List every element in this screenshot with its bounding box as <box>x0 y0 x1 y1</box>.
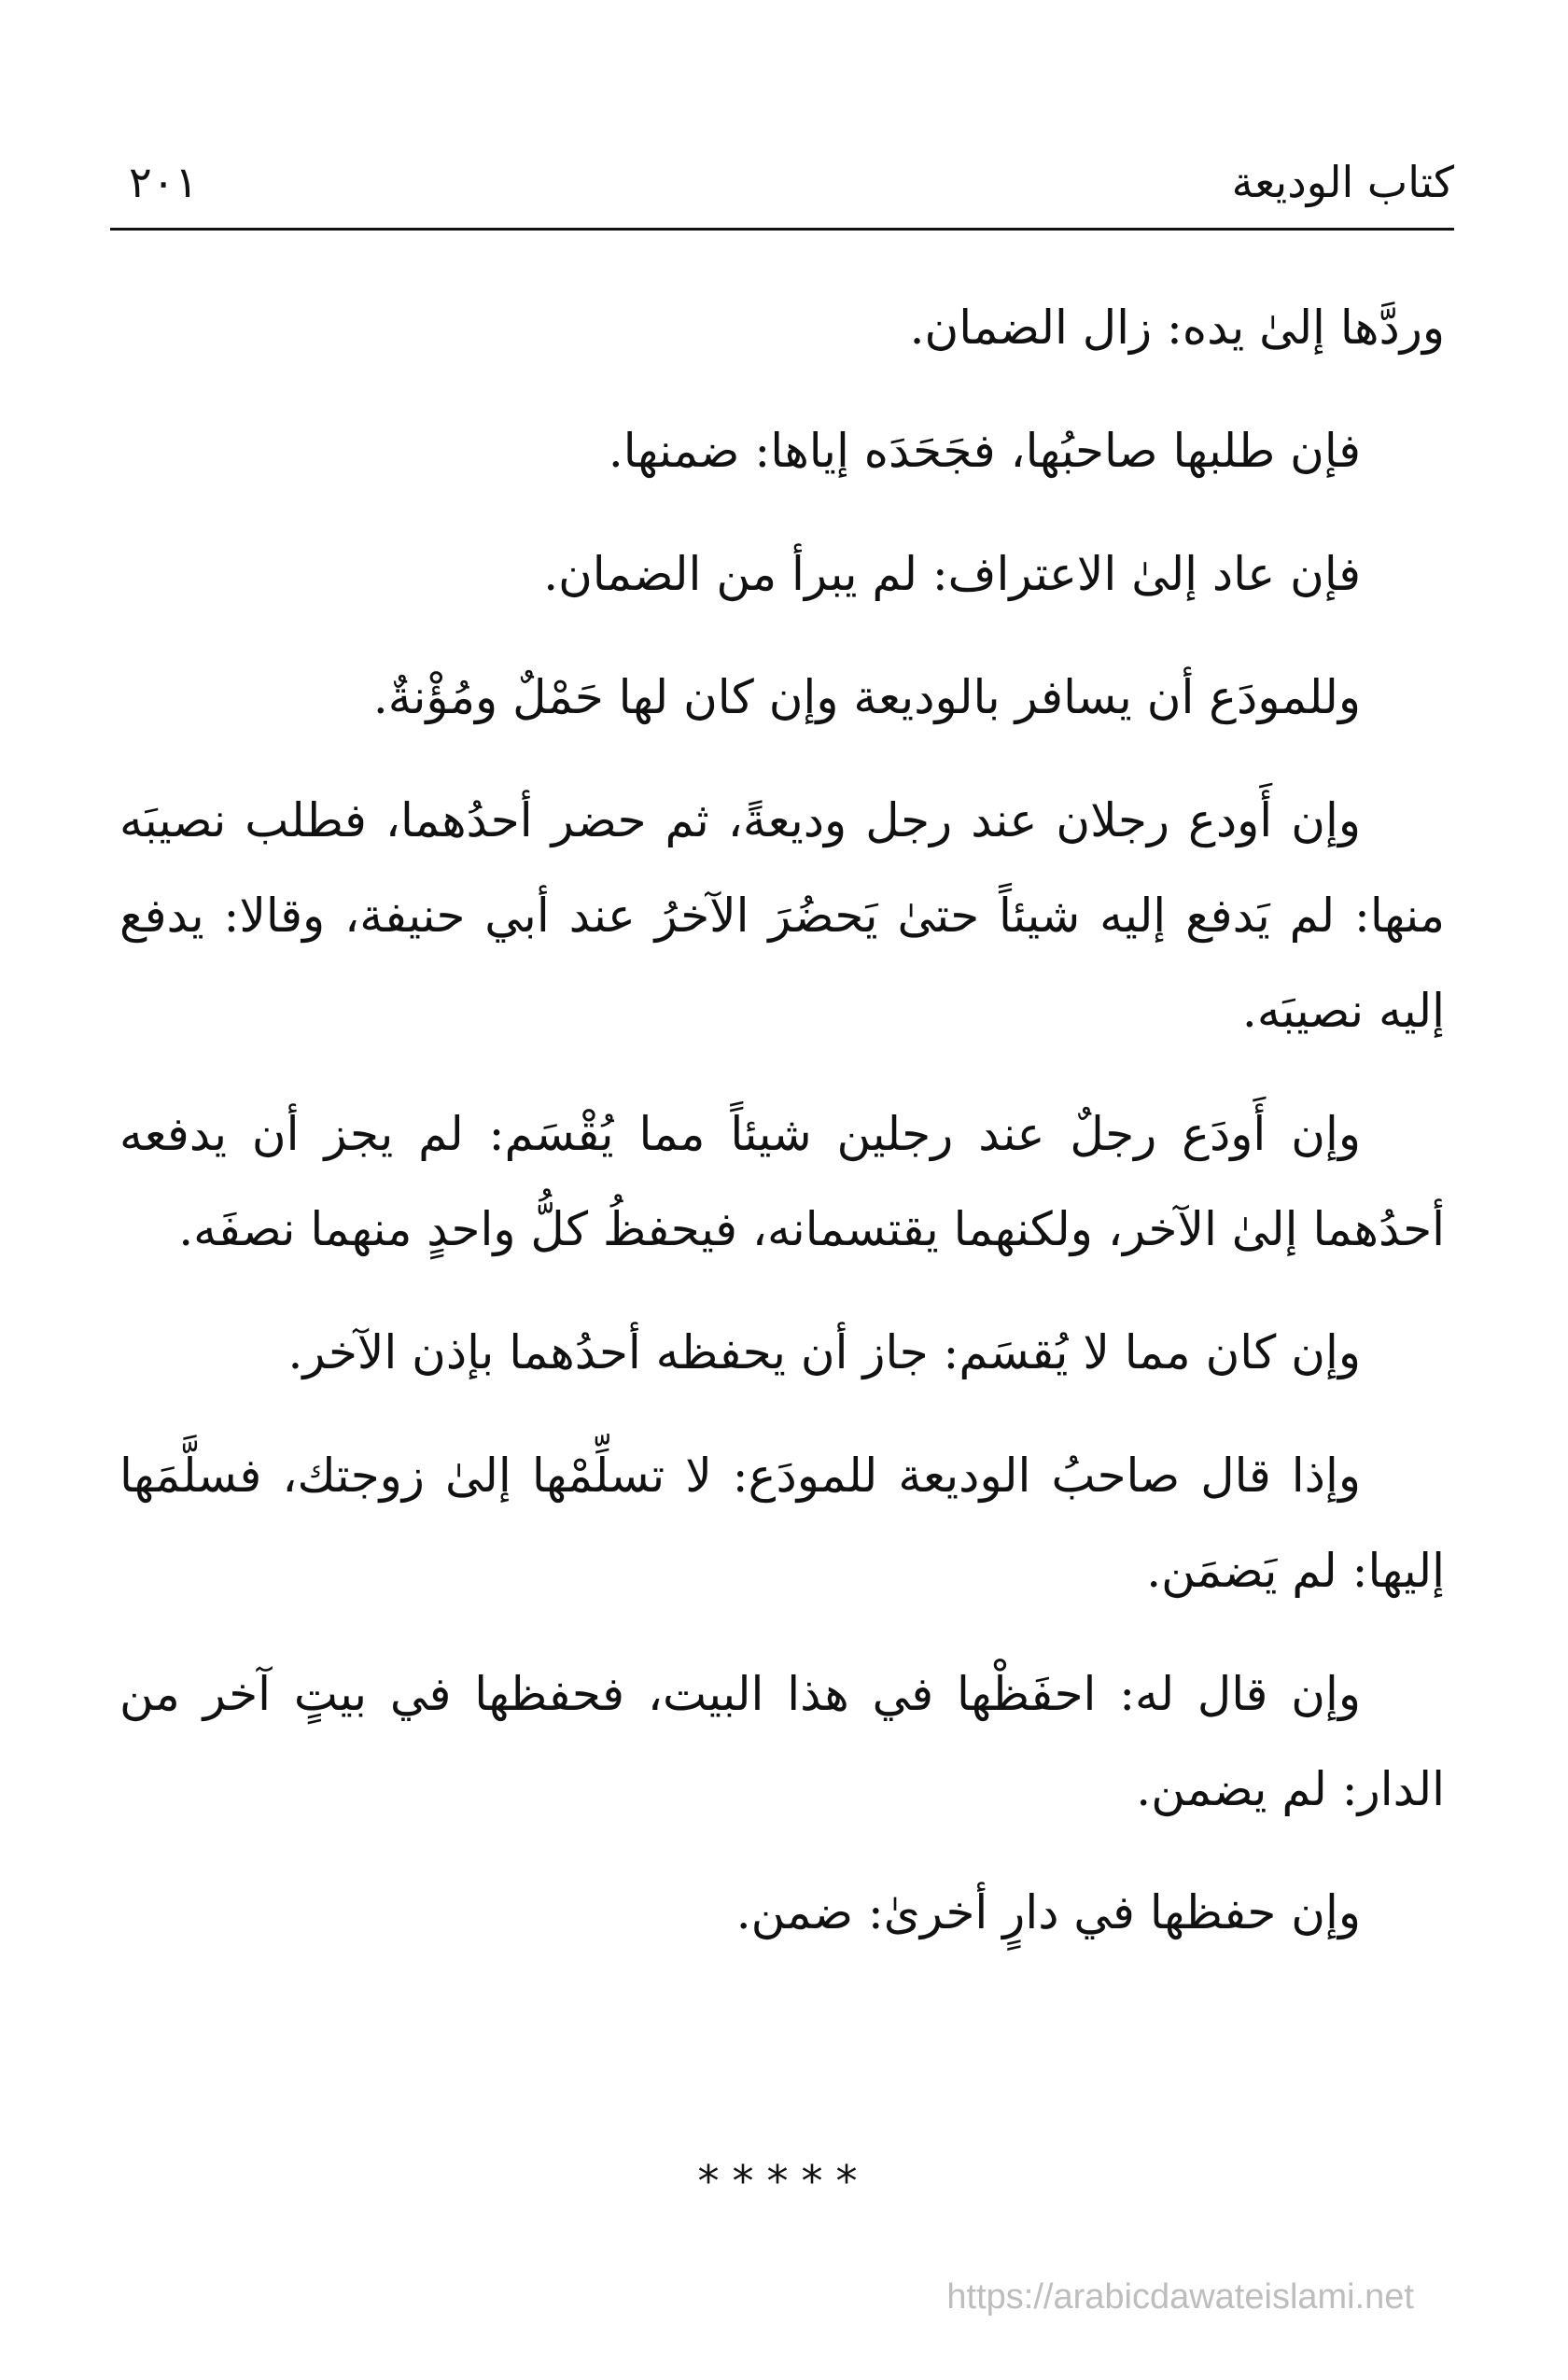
paragraph: فإن طلبها صاحبُها، فجَحَدَه إياها: ضمنها. <box>608 424 1361 478</box>
paragraph: وإذا قال صاحبُ الوديعة للمودَع: لا تسلِّمْها إلىٰ زوجتك، فسلَّمَها إليها: لم يَضمَن. <box>119 1449 1445 1598</box>
section-separator: ***** <box>697 2156 871 2206</box>
paragraph: وإن أَودَع رجلٌ عند رجلين شيئاً مما يُقْسَم: لم يجز أن يدفعه أحدُهما إلىٰ الآخر، ولكنهما يقتسمانه، فيحفظُ كلُّ واحدٍ منهما نصفَه. <box>119 1107 1445 1256</box>
paragraph: وإن كان مما لا يُقسَم: جاز أن يحفظه أحدُهما بإذن الآخر. <box>287 1325 1361 1379</box>
page-number: ٢٠١ <box>129 157 199 207</box>
paragraph: وردَّها إلىٰ يده: زال الضمان. <box>909 301 1445 355</box>
main-text <box>119 280 1445 1988</box>
paragraph: وللمودَع أن يسافر بالوديعة وإن كان لها حَمْلٌ ومُؤْنةٌ. <box>372 670 1361 724</box>
paragraph: وإن حفظها في دارٍ أخرىٰ: ضمن. <box>735 1885 1361 1939</box>
page-header <box>110 149 1454 231</box>
book-title: كتاب الوديعة <box>1231 157 1454 207</box>
paragraph: وإن أَودع رجلان عند رجل وديعةً، ثم حضر أحدُهما، فطلب نصيبَه منها: لم يَدفع إليه شيئاً حتىٰ يَحضُرَ الآخرُ عند أبي حنيفة، وقالا: يدفع إليه نصيبَه. <box>119 793 1445 1038</box>
paragraph: فإن عاد إلىٰ الاعتراف: لم يبرأ من الضمان. <box>543 547 1361 601</box>
watermark-url: https://arabicdawateislami.net <box>946 2277 1414 2317</box>
paragraph: وإن قال له: احفَظْها في هذا البيت، فحفظها في بيتٍ آخر من الدار: لم يضمن. <box>119 1667 1445 1816</box>
